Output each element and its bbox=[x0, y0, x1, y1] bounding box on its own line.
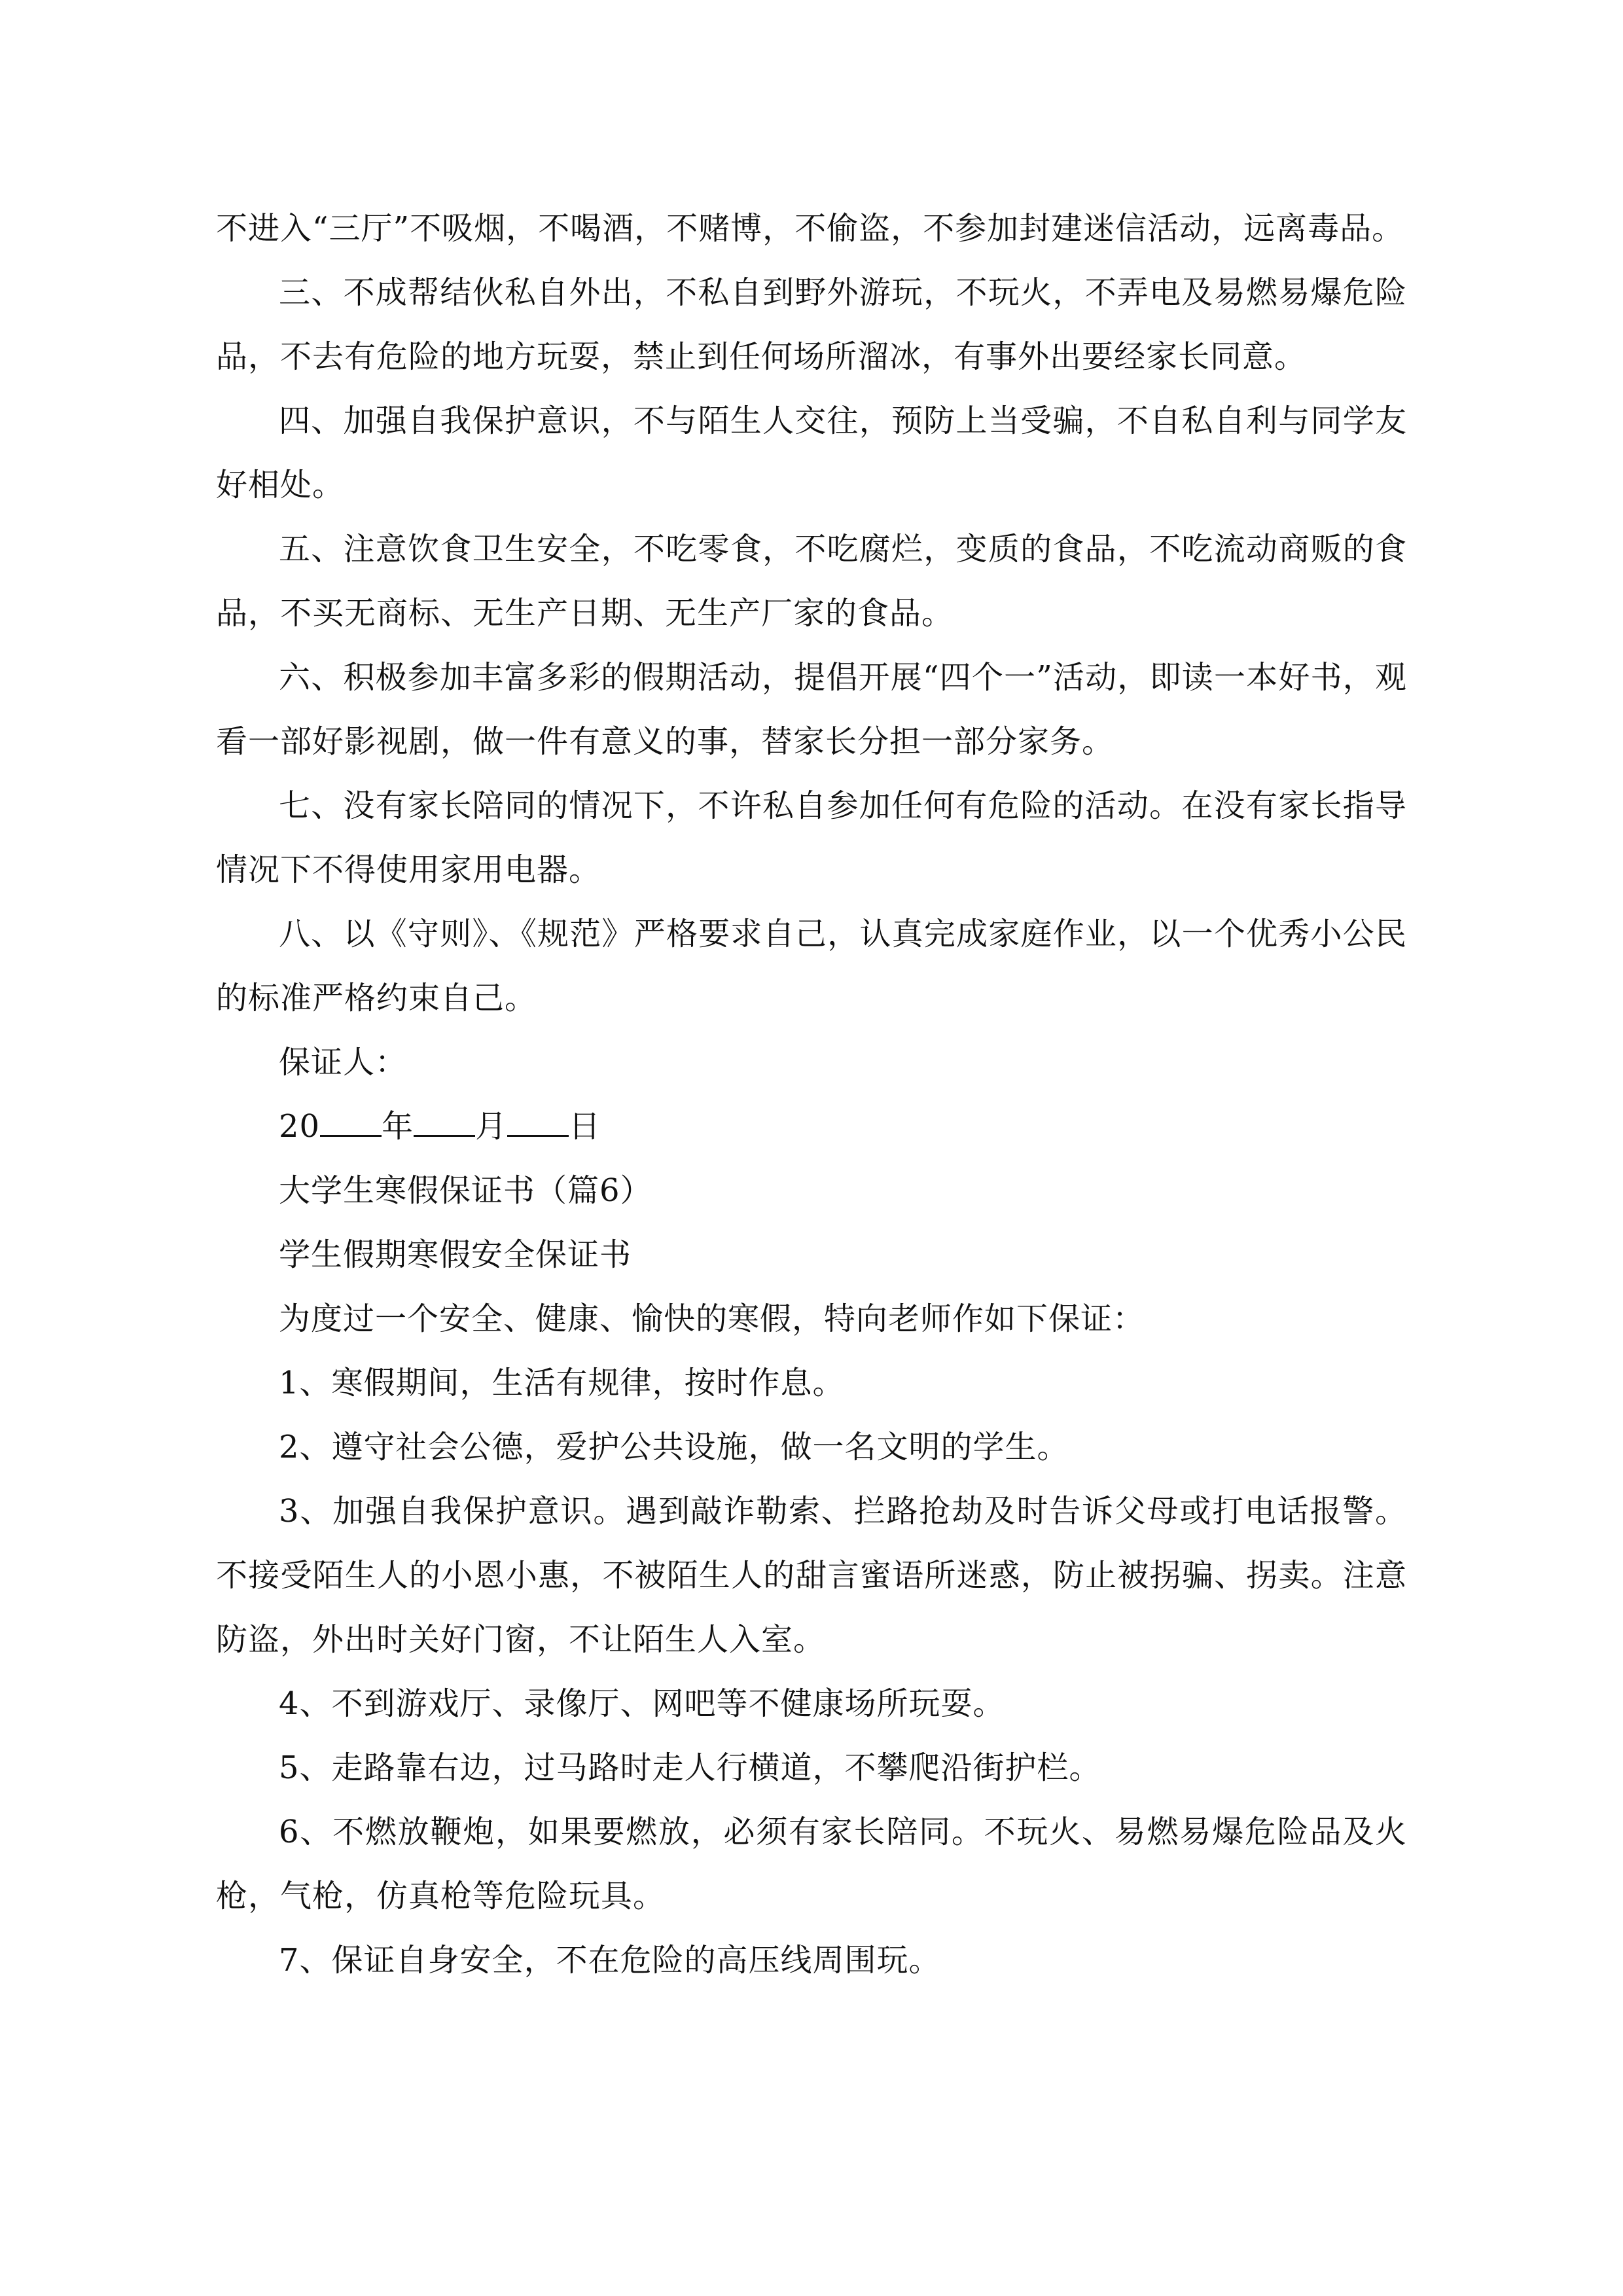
section-heading: 大学生寒假保证书（篇6） bbox=[279, 1172, 652, 1209]
date-year-label: 年 bbox=[382, 1108, 414, 1145]
list-item-6: 6、不燃放鞭炮，如果要燃放，必须有家长陪同。不玩火、易燃易爆危险品及火枪，气枪，仿真枪等危险玩具。 bbox=[216, 1814, 1407, 1914]
paragraph-continuation: 不进入“三厅”不吸烟，不喝酒，不赌博，不偷盗，不参加封建迷信活动，远离毒品。 bbox=[216, 210, 1404, 247]
list-item-2: 2、遵守社会公德，爱护公共设施，做一名文明的学生。 bbox=[279, 1429, 1069, 1465]
intro-paragraph: 为度过一个安全、健康、愉快的寒假，特向老师作如下保证： bbox=[279, 1300, 1145, 1337]
date-day-label: 日 bbox=[569, 1108, 601, 1145]
date-line bbox=[216, 1094, 1407, 1158]
paragraph-item-6: 六、积极参加丰富多彩的假期活动，提倡开展“四个一”活动，即读一本好书，观看一部好影视剧，做一件有意义的事，替家长分担一部分家务。 bbox=[216, 659, 1407, 760]
paragraph-item-4: 四、加强自我保护意识，不与陌生人交往，预防上当受骗，不自私自利与同学友好相处。 bbox=[216, 403, 1407, 503]
year-blank bbox=[320, 1109, 382, 1137]
date-month-label: 月 bbox=[475, 1108, 508, 1145]
paragraph-item-5: 五、注意饮食卫生安全，不吃零食，不吃腐烂，变质的食品，不吃流动商贩的食品，不买无商标、无生产日期、无生产厂家的食品。 bbox=[216, 531, 1407, 632]
list-item-3: 3、加强自我保护意识。遇到敲诈勒索、拦路抢劫及时告诉父母或打电话报警。不接受陌生人的小恩小惠，不被陌生人的甜言蜜语所迷惑，防止被拐骗、拐卖。注意防盗，外出时关好门窗，不让陌生人入室。 bbox=[216, 1493, 1407, 1658]
month-blank bbox=[414, 1109, 475, 1137]
list-item-7: 7、保证自身安全，不在危险的高压线周围玩。 bbox=[279, 1942, 941, 1979]
date-prefix: 20 bbox=[279, 1108, 321, 1145]
list-item-5: 5、走路靠右边，过马路时走人行横道，不攀爬沿街护栏。 bbox=[279, 1749, 1101, 1786]
day-blank bbox=[507, 1109, 569, 1137]
paragraph-item-8: 八、以《守则》、《规范》严格要求自己，认真完成家庭作业，以一个优秀小公民的标准严格约束自己。 bbox=[216, 916, 1407, 1016]
document-title: 学生假期寒假安全保证书 bbox=[279, 1236, 632, 1273]
paragraph-item-3: 三、不成帮结伙私自外出，不私自到野外游玩，不玩火，不弄电及易燃易爆危险品，不去有危险的地方玩耍，禁止到任何场所溜冰，有事外出要经家长同意。 bbox=[216, 274, 1407, 375]
paragraph-item-7: 七、没有家长陪同的情况下，不许私自参加任何有危险的活动。在没有家长指导情况下不得使用家用电器。 bbox=[216, 787, 1407, 888]
document-body bbox=[216, 196, 1407, 1992]
list-item-4: 4、不到游戏厅、录像厅、网吧等不健康场所玩耍。 bbox=[279, 1685, 1005, 1722]
guarantor-line: 保证人： bbox=[279, 1044, 408, 1081]
list-item-1: 1、寒假期间，生活有规律，按时作息。 bbox=[279, 1365, 845, 1401]
